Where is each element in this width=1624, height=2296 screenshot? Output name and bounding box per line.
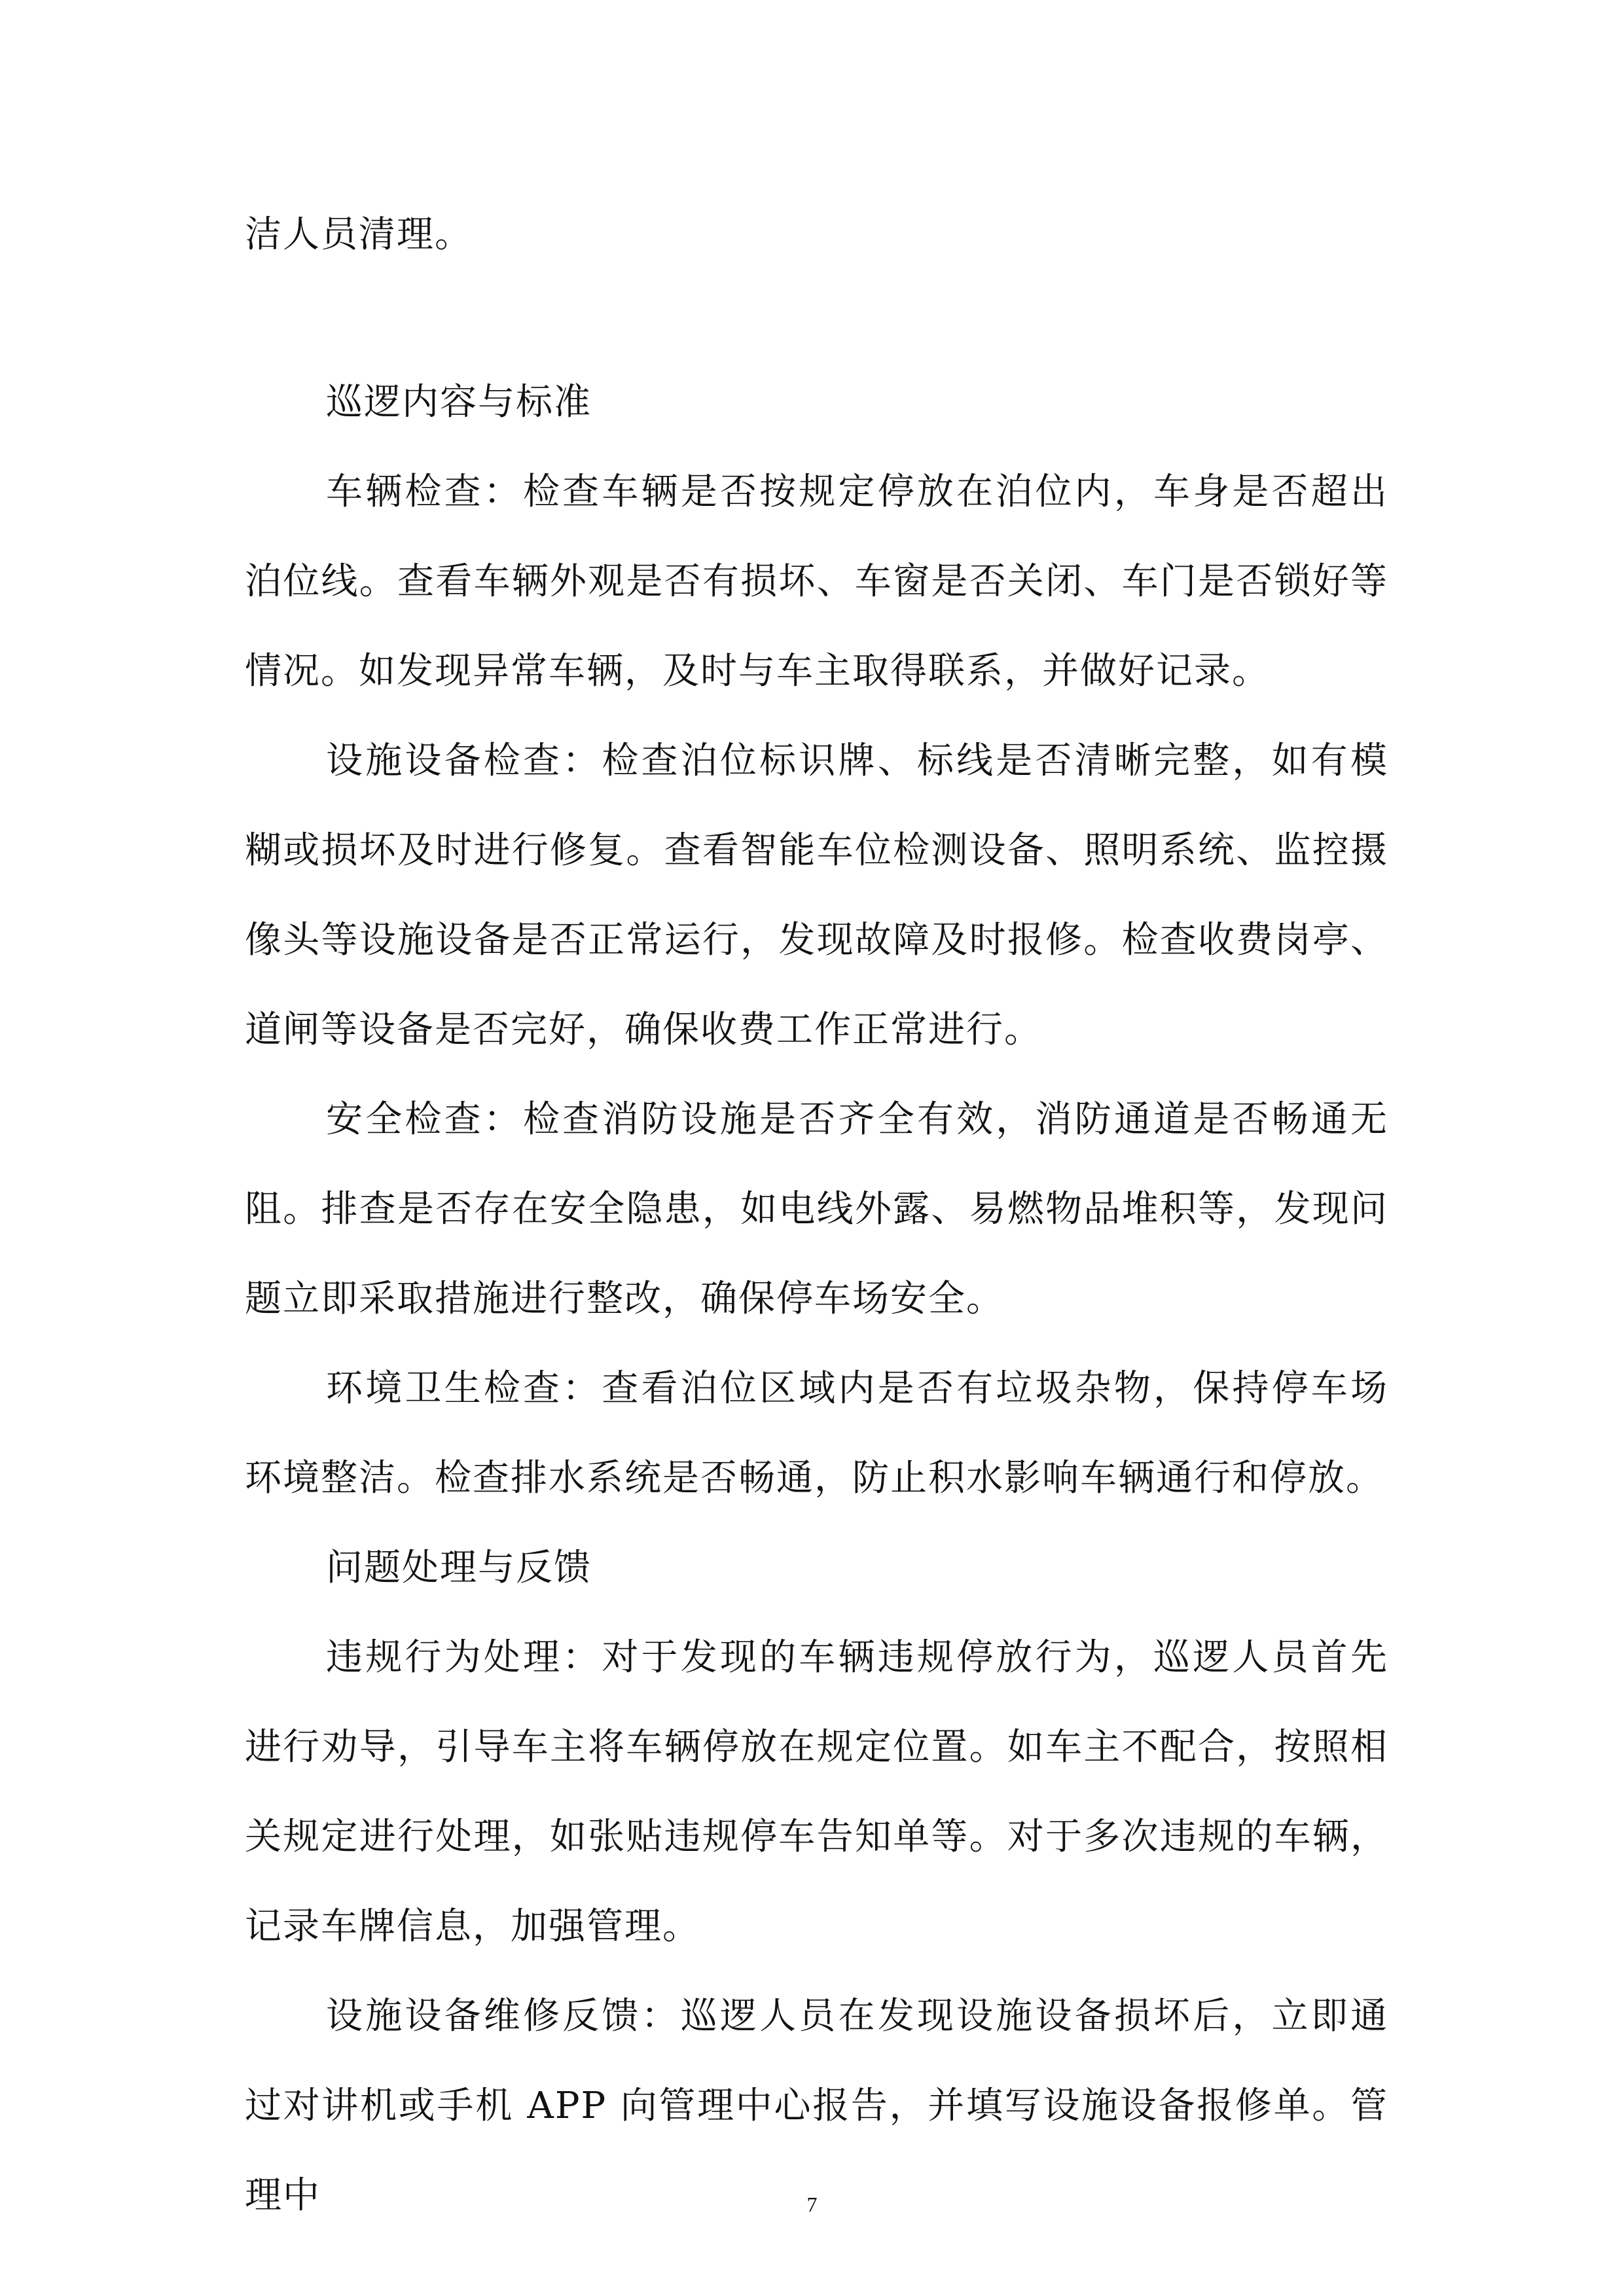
- paragraph-safety-check: 安全检查：检查消防设施是否齐全有效，消防通道是否畅通无阻。排查是否存在安全隐患，如电线外露、易燃物品堆积等，发现问题立即采取措施进行整改，确保停车场安全。: [245, 1098, 1388, 1320]
- paragraph-facility-check: 设施设备检查：检查泊位标识牌、标线是否清晰完整，如有模糊或损坏及时进行修复。查看智能车位检测设备、照明系统、监控摄像头等设施设备是否正常运行，发现故障及时报修。检查收费岗亭、道闸等设备是否完好，确保收费工作正常进行。: [245, 740, 1388, 1051]
- page-body: [245, 190, 1388, 2240]
- section-heading-patrol-content: 巡逻内容与标准: [326, 381, 592, 423]
- section-heading-issue-handling: 问题处理与反馈: [326, 1547, 592, 1589]
- paragraph-violation-handling: 违规行为处理：对于发现的车辆违规停放行为，巡逻人员首先进行劝导，引导车主将车辆停放在规定位置。如车主不配合，按照相关规定进行处理，如张贴违规停车告知单等。对于多次违规的车辆，记录车牌信息，加强管理。: [245, 1636, 1388, 1948]
- paragraph-repair-feedback: 设施设备维修反馈：巡逻人员在发现设施设备损坏后，立即通过对讲机或手机 APP 向管理中心报告，并填写设施设备报修单。管理中: [245, 1995, 1388, 2217]
- paragraph-continuation: 洁人员清理。: [245, 213, 473, 256]
- paragraph-vehicle-check: 车辆检查：检查车辆是否按规定停放在泊位内，车身是否超出泊位线。查看车辆外观是否有损坏、车窗是否关闭、车门是否锁好等情况。如发现异常车辆，及时与车主取得联系，并做好记录。: [245, 471, 1388, 692]
- paragraph-sanitation-check: 环境卫生检查：查看泊位区域内是否有垃圾杂物，保持停车场环境整洁。检查排水系统是否畅通，防止积水影响车辆通行和停放。: [245, 1367, 1388, 1499]
- page-number: 7: [806, 2193, 818, 2216]
